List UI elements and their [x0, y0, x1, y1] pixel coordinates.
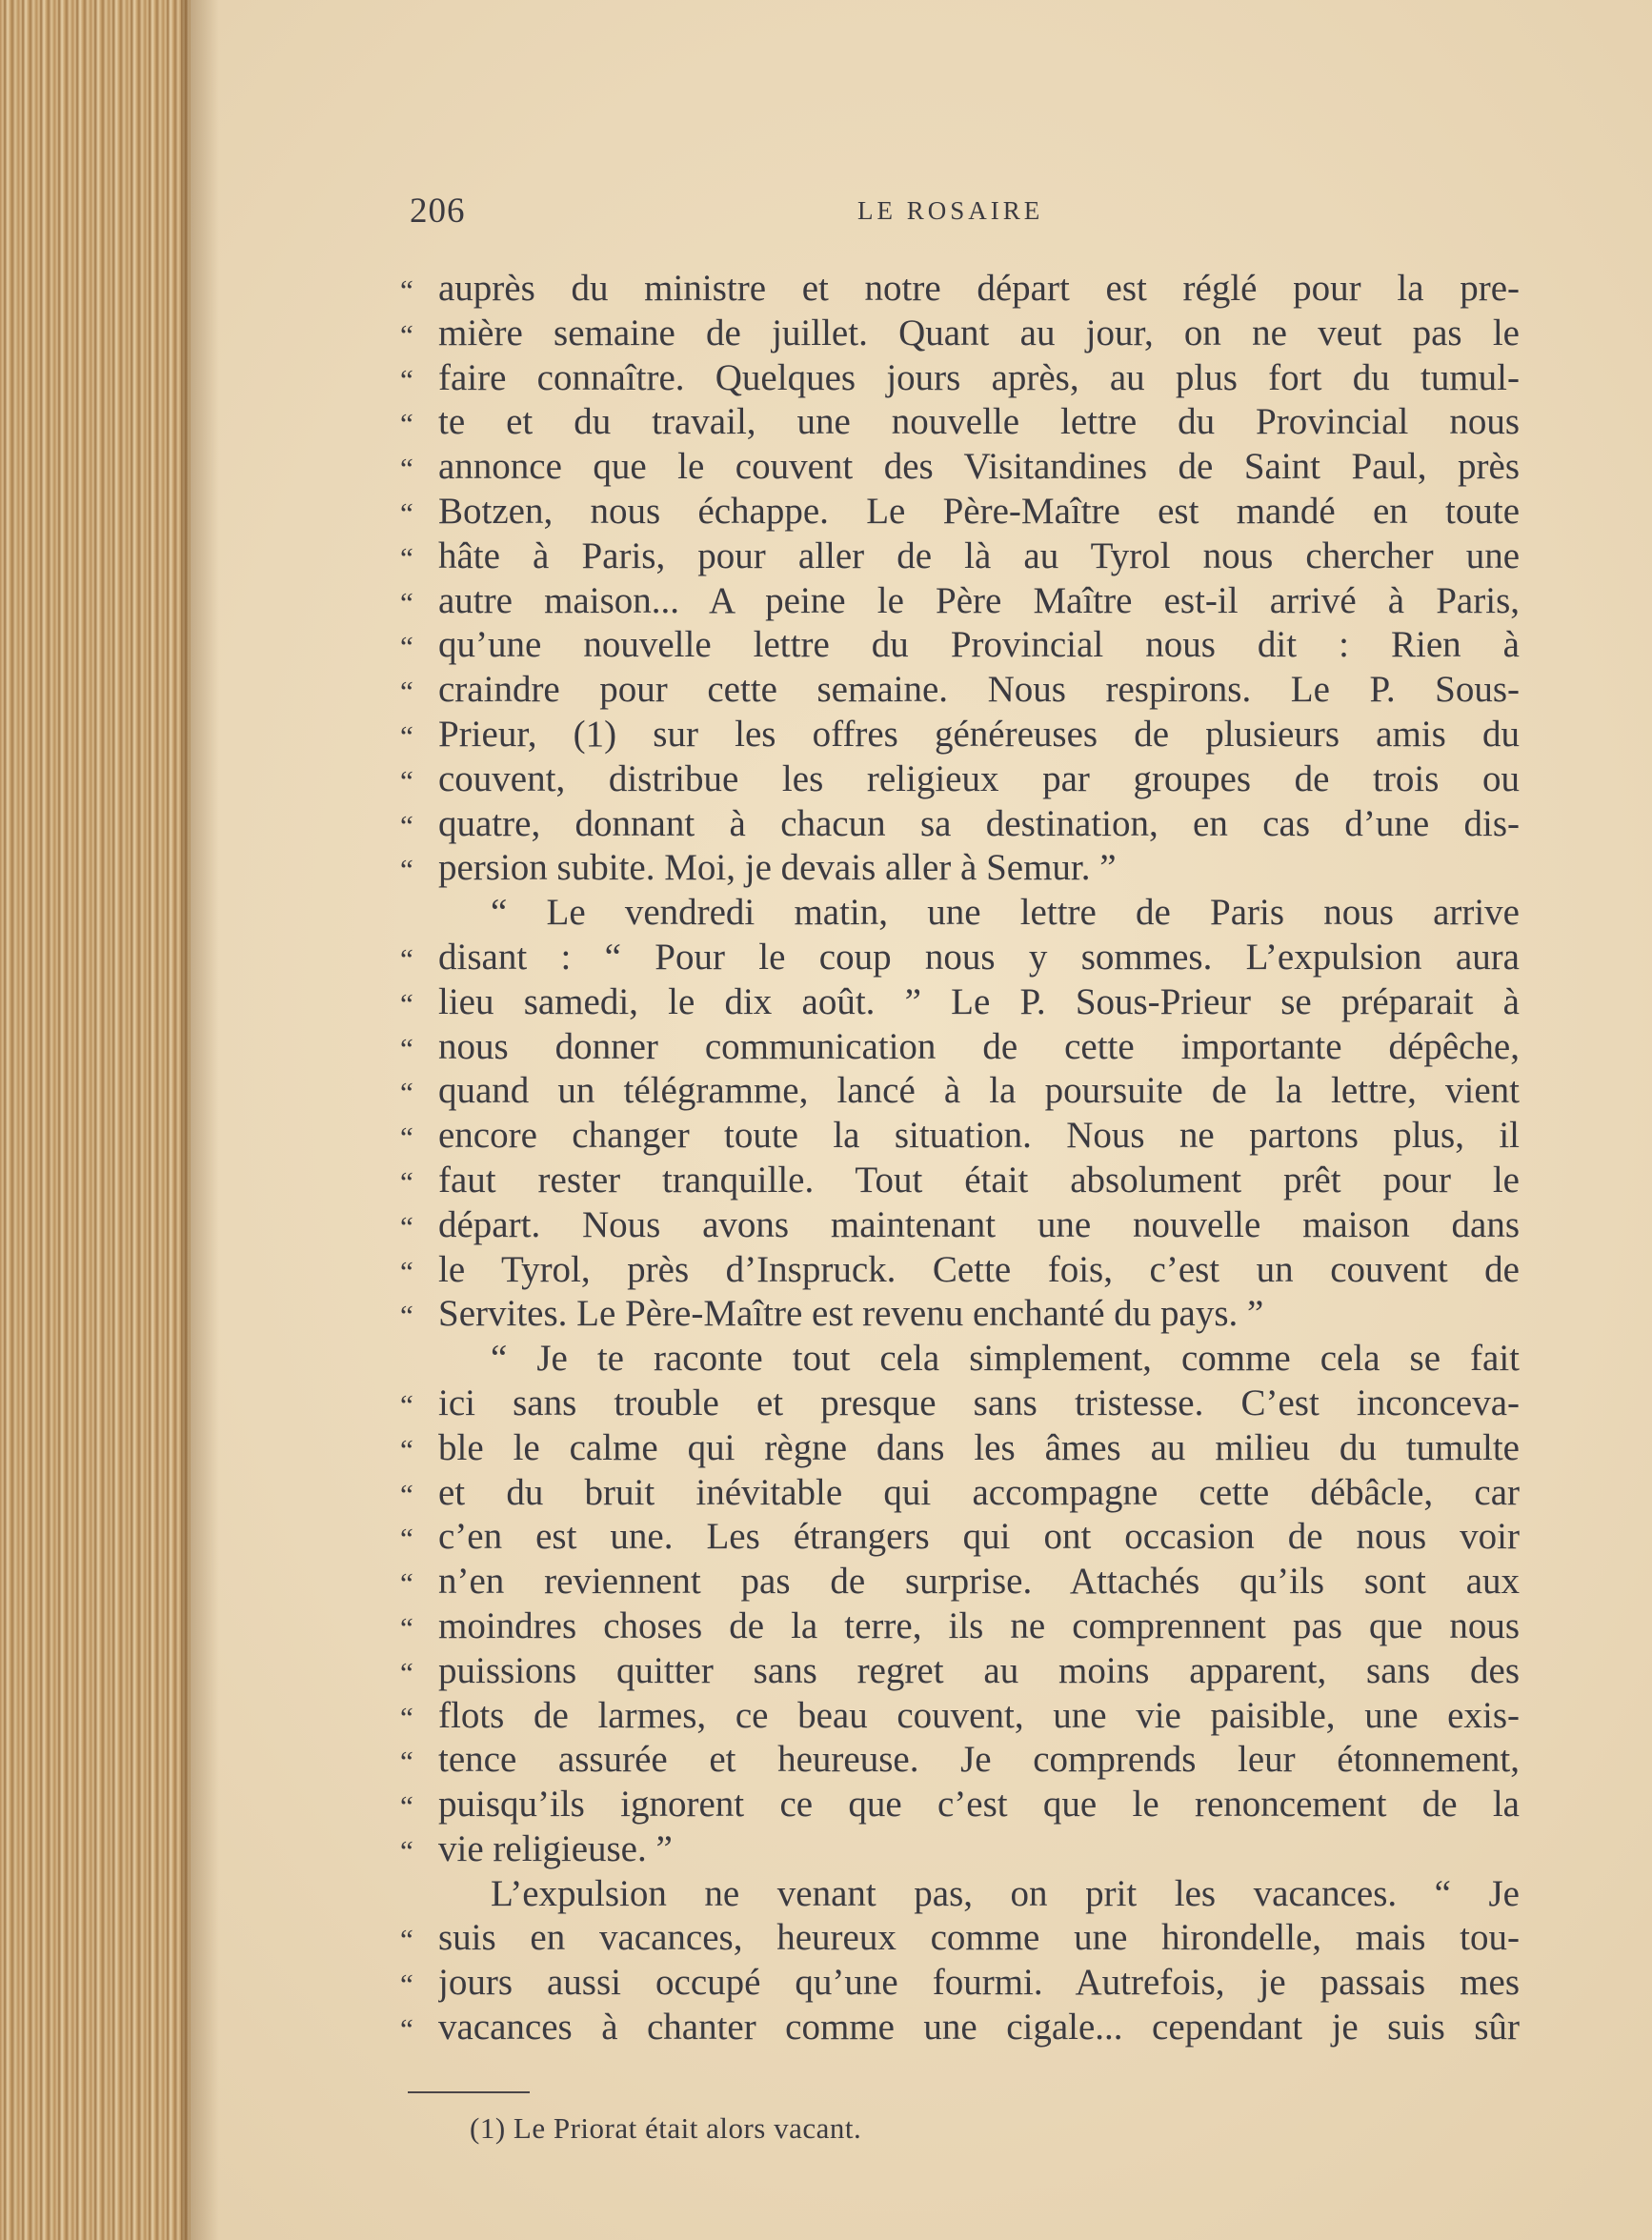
line-quote-mark: “ [400, 986, 413, 1020]
text-line [400, 1426, 1520, 1471]
line-quote-mark: “ [400, 1833, 413, 1867]
text-line [400, 1114, 1520, 1159]
line-text: autre maison... A peine le Père Maître est-il arrivé à Paris, [438, 579, 1520, 621]
text-line [400, 980, 1520, 1025]
line-quote-mark: “ [400, 585, 413, 619]
line-text: le Tyrol, près d’Inspruck. Cette fois, c’est un couvent de [438, 1248, 1520, 1290]
line-text: Servites. Le Père-Maître est revenu enchanté du pays. ” [438, 1293, 1264, 1335]
text-line [400, 1916, 1520, 1961]
line-quote-mark: “ [400, 1432, 413, 1466]
line-text: quatre, donnant à chacun sa destination, en cas d’une dis- [438, 802, 1520, 844]
line-text: vie religieuse. ” [438, 1827, 673, 1869]
line-quote-mark: “ [400, 1299, 413, 1333]
line-text: quand un télégramme, lancé à la poursuite de la lettre, vient [438, 1070, 1520, 1112]
text-line [400, 1738, 1520, 1783]
line-text: lieu samedi, le dix août. ” Le P. Sous-Prieur se préparait à [438, 980, 1520, 1022]
text-line [400, 1159, 1520, 1203]
line-quote-mark: “ [400, 1745, 413, 1779]
running-title: LE ROSAIRE [857, 196, 1044, 225]
text-line [400, 2006, 1520, 2050]
line-text: persion subite. Moi, je devais aller à Semur. ” [438, 847, 1117, 889]
line-quote-mark: “ [400, 941, 413, 976]
line-quote-mark: “ [400, 718, 413, 753]
line-quote-mark: “ [400, 808, 413, 842]
line-text: vacances à chanter comme une cigale... cependant je suis sûr [438, 2007, 1520, 2048]
line-text: c’en est une. Les étrangers qui ont occasion de nous voir [438, 1516, 1520, 1558]
line-text: qu’une nouvelle lettre du Provincial nous dit : Rien à [438, 624, 1520, 666]
text-line [400, 312, 1520, 356]
line-text: flots de larmes, ce beau couvent, une vie paisible, une exis- [438, 1694, 1520, 1736]
line-text: puisqu’ils ignorent ce que c’est que le renoncement de la [438, 1784, 1520, 1826]
line-text: Prieur, (1) sur les offres généreuses de plusieurs amis du [438, 713, 1520, 755]
line-text: jours aussi occupé qu’une fourmi. Autrefois, je passais mes [438, 1962, 1520, 2004]
line-quote-mark: “ [400, 630, 413, 664]
text-line [400, 1337, 1520, 1382]
line-text: te et du travail, une nouvelle lettre du Provincial nous [438, 401, 1520, 443]
text-line [400, 1961, 1520, 2006]
line-quote-mark: “ [400, 1254, 413, 1288]
body-text [400, 267, 1520, 2050]
line-quote-mark: “ [400, 273, 413, 307]
text-line [400, 668, 1520, 713]
line-text: moindres choses de la terre, ils ne comprennent pas que nous [438, 1604, 1520, 1646]
line-text: faire connaître. Quelques jours après, au plus fort du tumul- [438, 356, 1520, 398]
line-quote-mark: “ [400, 1120, 413, 1155]
line-quote-mark: “ [400, 1923, 413, 1957]
text-line [400, 757, 1520, 802]
line-quote-mark: “ [400, 675, 413, 709]
text-line [400, 713, 1520, 757]
text-line [400, 1382, 1520, 1426]
text-line [400, 445, 1520, 490]
page-number: 206 [410, 192, 466, 231]
line-text: puissions quitter sans regret au moins apparent, sans des [438, 1649, 1520, 1691]
text-line [400, 1515, 1520, 1560]
running-head [410, 191, 1515, 236]
text-line [400, 490, 1520, 535]
text-line [400, 802, 1520, 847]
line-quote-mark: “ [400, 1700, 413, 1734]
binding-shadow [181, 0, 219, 2240]
text-line [400, 400, 1520, 445]
text-line [400, 1649, 1520, 1694]
text-line [400, 1203, 1520, 1248]
text-line [400, 623, 1520, 668]
line-quote-mark: “ [400, 2012, 413, 2047]
text-line [400, 1827, 1520, 1872]
line-quote-mark: “ [400, 1031, 413, 1065]
line-quote-mark: “ [400, 1522, 413, 1556]
text-line [400, 1783, 1520, 1827]
line-quote-mark: “ [400, 1789, 413, 1824]
line-quote-mark: “ [400, 1566, 413, 1601]
line-text: encore changer toute la situation. Nous ne partons plus, il [438, 1115, 1520, 1157]
line-text: auprès du ministre et notre départ est réglé pour la pre- [438, 268, 1520, 309]
line-text: hâte à Paris, pour aller de là au Tyrol nous chercher une [438, 535, 1520, 576]
line-text: tence assurée et heureuse. Je comprends leur étonnement, [438, 1739, 1520, 1781]
line-quote-mark: “ [400, 1477, 413, 1511]
line-text: mière semaine de juillet. Quant au jour, on ne veut pas le [438, 312, 1520, 353]
line-quote-mark: “ [400, 853, 413, 887]
text-line [400, 356, 1520, 401]
line-quote-mark: “ [400, 407, 413, 441]
line-text: ble le calme qui règne dans les âmes au milieu du tumulte [438, 1426, 1520, 1468]
line-text: couvent, distribue les religieux par groupes de trois ou [438, 757, 1520, 799]
text-line [400, 1560, 1520, 1604]
text-line [400, 936, 1520, 980]
page-binding-edge [0, 0, 191, 2240]
text-line [400, 579, 1520, 624]
text-line [400, 1025, 1520, 1070]
line-text: L’expulsion ne venant pas, on prit les vacances. “ Je [491, 1872, 1520, 1914]
text-line [400, 846, 1520, 891]
text-line [400, 1471, 1520, 1516]
line-quote-mark: “ [400, 1076, 413, 1110]
line-text: Botzen, nous échappe. Le Père-Maître est mandé en toute [438, 490, 1520, 532]
text-line [400, 267, 1520, 312]
text-line [400, 1248, 1520, 1293]
text-line [400, 1069, 1520, 1114]
line-text: “ Je te raconte tout cela simplement, comme cela se fait [491, 1338, 1520, 1380]
line-quote-mark: “ [400, 1164, 413, 1199]
text-line [400, 1292, 1520, 1337]
line-quote-mark: “ [400, 1610, 413, 1645]
text-line [400, 535, 1520, 579]
line-text: et du bruit inévitable qui accompagne cette débâcle, car [438, 1471, 1520, 1513]
footnote: (1) Le Priorat était alors vacant. [470, 2111, 862, 2145]
line-quote-mark: “ [400, 1209, 413, 1243]
line-quote-mark: “ [400, 362, 413, 396]
line-quote-mark: “ [400, 540, 413, 575]
line-quote-mark: “ [400, 452, 413, 486]
line-text: nous donner communication de cette importante dépêche, [438, 1025, 1520, 1067]
text-line [400, 891, 1520, 936]
text-line [400, 1694, 1520, 1739]
line-text: faut rester tranquille. Tout était absolument prêt pour le [438, 1159, 1520, 1201]
line-text: ici sans trouble et presque sans tristesse. C’est inconceva- [438, 1382, 1520, 1423]
line-quote-mark: “ [400, 1968, 413, 2002]
line-text: craindre pour cette semaine. Nous respirons. Le P. Sous- [438, 669, 1520, 711]
line-quote-mark: “ [400, 763, 413, 797]
line-quote-mark: “ [400, 495, 413, 530]
line-quote-mark: “ [400, 317, 413, 352]
line-text: disant : “ Pour le coup nous y sommes. L’expulsion aura [438, 936, 1520, 978]
line-text: annonce que le couvent des Visitandines de Saint Paul, près [438, 446, 1520, 488]
line-text: départ. Nous avons maintenant une nouvelle maison dans [438, 1203, 1520, 1245]
text-line [400, 1872, 1520, 1917]
line-text: n’en reviennent pas de surprise. Attachés qu’ils sont aux [438, 1561, 1520, 1603]
line-quote-mark: “ [400, 1387, 413, 1422]
line-quote-mark: “ [400, 1655, 413, 1689]
text-line [400, 1604, 1520, 1649]
line-text: suis en vacances, heureux comme une hirondelle, mais tou- [438, 1917, 1520, 1959]
line-text: “ Le vendredi matin, une lettre de Paris nous arrive [491, 892, 1520, 934]
footnote-rule [408, 2091, 530, 2093]
